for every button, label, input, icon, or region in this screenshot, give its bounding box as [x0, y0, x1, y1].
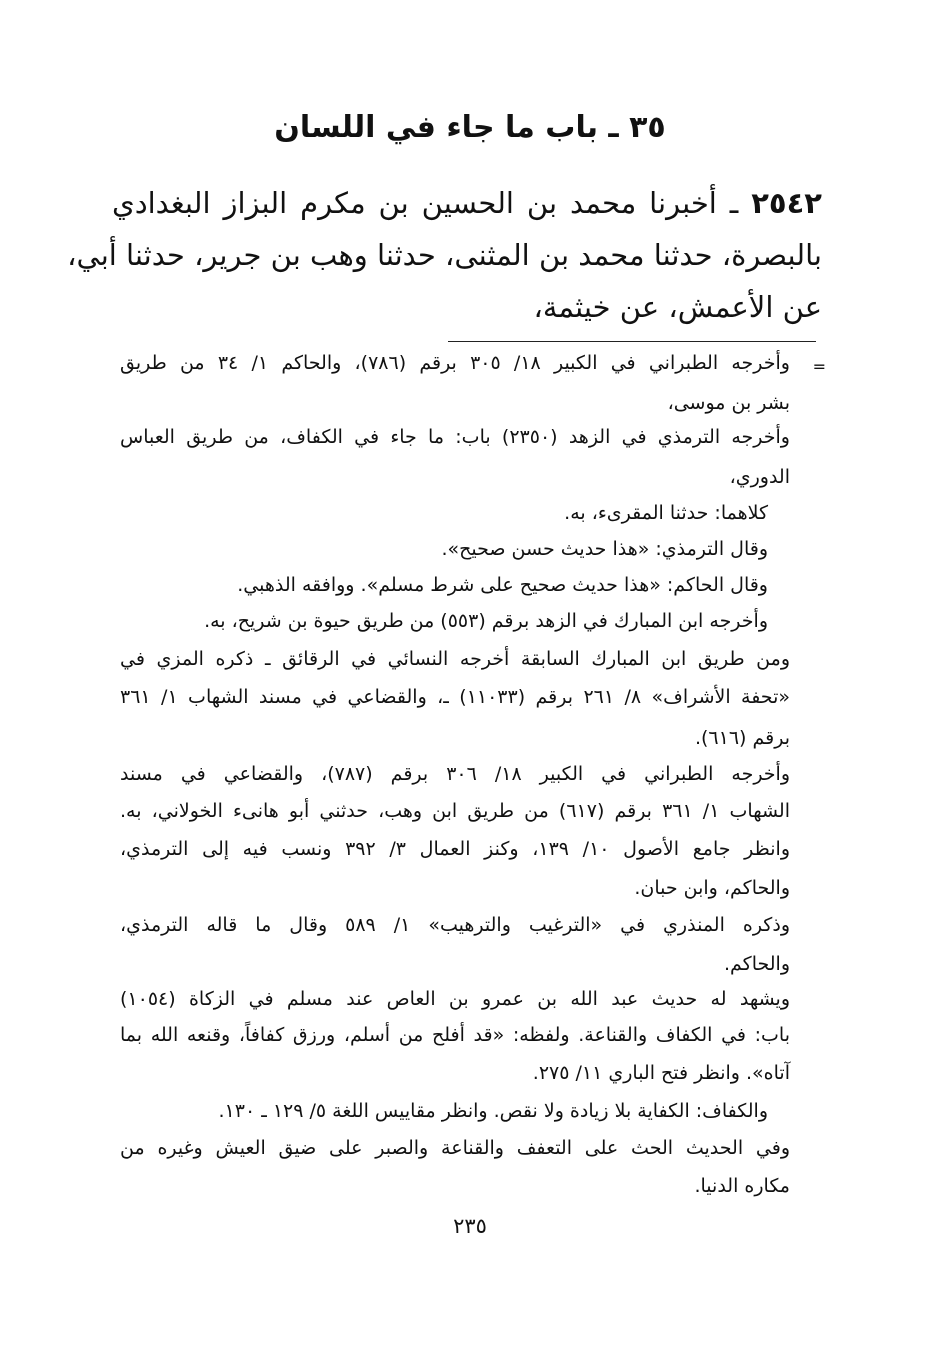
footnote-line: وذكره المنذري في «الترغيب والترهيب» ١/ ٥٨٩ وقال ما قاله الترمذي، [120, 914, 790, 936]
footnote-line: ومن طريق ابن المبارك السابقة أخرجه النسائي في الرقائق ـ ذكره المزي في [120, 648, 790, 670]
footnote-line: والحاكم. [723, 953, 790, 975]
footnote-line: «تحفة الأشراف» ٨/ ٢٦١ برقم (١١٠٣٣) ـ، والقضاعي في مسند الشهاب ١/ ٣٦١ [120, 686, 790, 708]
footnote-line: والكفاف: الكفاية بلا زيادة ولا نقص. وانظر مقاييس اللغة ٥/ ١٢٩ ـ ١٣٠. [218, 1100, 768, 1122]
footnote-line: وقال الحاكم: «هذا حديث صحيح على شرط مسلم». ووافقه الذهبي. [237, 574, 768, 596]
footnote-line: كلاهما: حدثنا المقرىء، به. [564, 502, 768, 524]
chapter-heading: ٣٥ ـ باب ما جاء في اللسان [274, 110, 666, 145]
footnote-line: وفي الحديث الحث على التعفف والقناعة والصبر على ضيق العيش وغيره من [120, 1137, 790, 1159]
footnote-line: ويشهد له حديث عبد الله بن عمرو بن العاص عند مسلم في الزكاة (١٠٥٤) [120, 988, 790, 1010]
footnote-line: بشر بن موسى، [667, 392, 790, 414]
footnote-line: الشهاب ١/ ٣٦١ برقم (٦١٧) من طريق ابن وهب، حدثني أبو هانىء الخولاني، به. [120, 800, 790, 822]
footnote-line: باب: في الكفاف والقناعة. ولفظه: «قد أفلح من أسلم، ورزق كفافاً، وقنعه الله بما [120, 1024, 790, 1046]
footnote-line: مكاره الدنيا. [694, 1175, 790, 1197]
footnote-line: الدوري، [729, 466, 790, 488]
footnote-line: برقم (٦١٦). [694, 727, 790, 749]
hadith-line-1 [112, 186, 822, 220]
hadith-line-2: بالبصرة، حدثنا محمد بن المثنى، حدثنا وهب بن جرير، حدثنا أبي، [67, 238, 822, 272]
footnote-line: وانظر جامع الأصول ١٠/ ١٣٩، وكنز العمال ٣/ ٣٩٢ ونسب فيه إلى الترمذي، [120, 838, 790, 860]
footnote-line: آتاه». وانظر فتح الباري ١١/ ٢٧٥. [532, 1062, 790, 1084]
hadith-line-3: عن الأعمش، عن خيثمة، [533, 290, 822, 324]
footnote-separator [448, 341, 816, 342]
page-number: ٢٣٥ [453, 1214, 487, 1238]
footnote-line: وأخرجه ابن المبارك في الزهد برقم (٥٥٣) من طريق حيوة بن شريح، به. [204, 610, 768, 632]
footnote-line: وأخرجه الترمذي في الزهد (٢٣٥٠) باب: ما جاء في الكفاف، من طريق العباس [120, 426, 790, 448]
hadith-number: ٢٥٤٢ [751, 186, 823, 220]
footnote-line: وقال الترمذي: «هذا حديث حسن صحيح». [441, 538, 768, 560]
footnote-continuation-marker: = [812, 357, 826, 376]
footnote-line: والحاكم، وابن حبان. [634, 877, 790, 899]
hadith-text-1: ـ أخبرنا محمد بن الحسين بن مكرم البزاز البغدادي [112, 186, 739, 220]
footnote-line: وأخرجه الطبراني في الكبير ١٨/ ٣٠٥ برقم (٧٨٦)، والحاكم ١/ ٣٤ من طريق [120, 352, 790, 374]
footnote-line: وأخرجه الطبراني في الكبير ١٨/ ٣٠٦ برقم (٧٨٧)، والقضاعي في مسند [120, 763, 791, 785]
